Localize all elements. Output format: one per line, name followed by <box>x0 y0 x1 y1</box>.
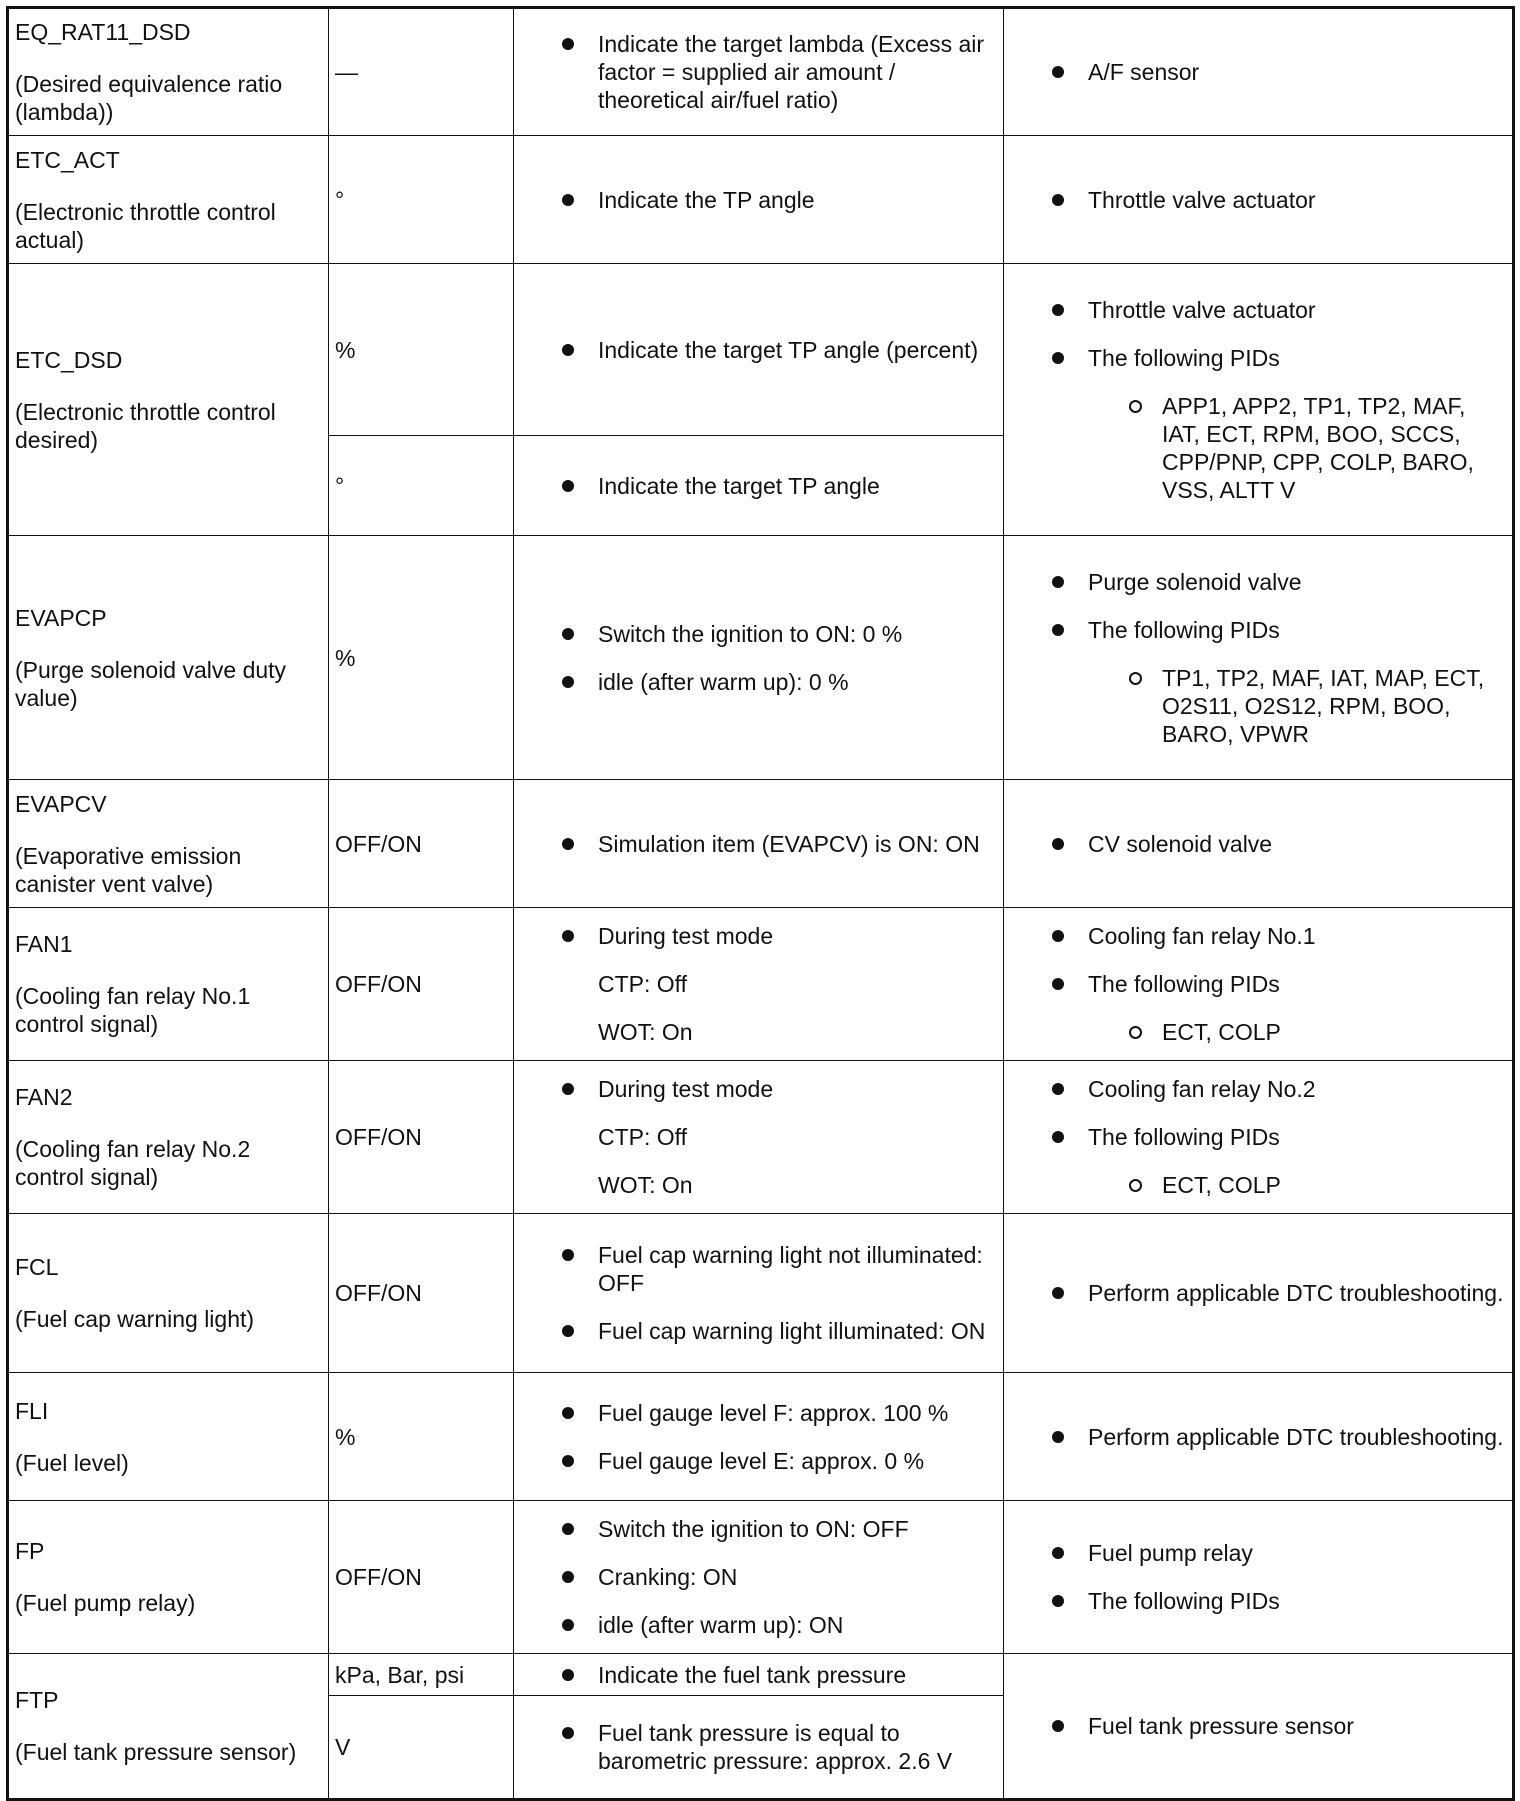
bullet-list <box>520 186 997 214</box>
bullet-item: Cooling fan relay No.2 <box>1050 1075 1506 1103</box>
bullet-item: APP1, APP2, TP1, TP2, MAF, IAT, ECT, RPM, BOO, SCCS, CPP/PNP, CPP, COLP, BARO, VSS, ALTT V <box>1128 392 1506 504</box>
pid-cell <box>8 1501 329 1654</box>
bullet-list <box>520 1075 997 1103</box>
bullet-item: Fuel gauge level F: approx. 100 % <box>560 1399 997 1427</box>
unit-cell: % <box>329 264 514 436</box>
bullet-item: Indicate the target TP angle <box>560 472 997 500</box>
pid-name: FAN2 <box>15 1084 73 1110</box>
condition-cell <box>514 908 1004 1061</box>
bullet-item: During test mode <box>560 1075 997 1103</box>
condition-cell <box>514 8 1004 136</box>
pid-cell <box>8 1654 329 1800</box>
bullet-list <box>1010 1539 1506 1615</box>
pid-description: (Purge solenoid valve duty value) <box>15 656 287 711</box>
action-cell <box>1004 1061 1514 1214</box>
bullet-item: Simulation item (EVAPCV) is ON: ON <box>560 830 997 858</box>
bullet-list <box>1088 1018 1506 1046</box>
bullet-item: The following PIDs APP1, APP2, TP1, TP2, MAF, IAT, ECT, RPM, BOO, SCCS, CPP/PNP, CPP, COLP, BARO, VSS, ALTT V <box>1050 344 1506 504</box>
bullet-list <box>1010 1712 1506 1740</box>
pid-cell <box>8 8 329 136</box>
unit-cell: kPa, Bar, psi <box>329 1654 514 1696</box>
condition-cell <box>514 1501 1004 1654</box>
table-row <box>8 908 1514 1061</box>
action-cell <box>1004 136 1514 264</box>
bullet-item: Throttle valve actuator <box>1050 296 1506 324</box>
unit-cell: % <box>329 1373 514 1501</box>
action-cell <box>1004 1654 1514 1800</box>
pid-description: (Evaporative emission canister vent valve) <box>15 842 242 897</box>
pid-cell <box>8 1061 329 1214</box>
action-cell <box>1004 1214 1514 1373</box>
bullet-item: Fuel tank pressure sensor <box>1050 1712 1506 1740</box>
bullet-item: Fuel tank pressure is equal to barometric pressure: approx. 2.6 V <box>560 1719 997 1775</box>
bullet-item: Indicate the target lambda (Excess air factor = supplied air amount / theoretical air/fuel ratio) <box>560 30 997 114</box>
bullet-item: Purge solenoid valve <box>1050 568 1506 596</box>
bullet-item: Cranking: ON <box>560 1563 997 1591</box>
unit-cell: ° <box>329 436 514 536</box>
pid-name: EQ_RAT11_DSD <box>15 19 191 45</box>
unit-cell: V <box>329 1696 514 1800</box>
pid-cell <box>8 908 329 1061</box>
bullet-item: Indicate the target TP angle (percent) <box>560 336 997 364</box>
table-row <box>8 1373 1514 1501</box>
condition-note: CTP: Off <box>598 971 688 997</box>
bullet-item: Perform applicable DTC troubleshooting. <box>1050 1279 1506 1307</box>
table-row <box>8 136 1514 264</box>
pid-cell <box>8 1373 329 1501</box>
bullet-list <box>1010 1075 1506 1199</box>
table-row <box>8 780 1514 908</box>
table-row <box>8 1214 1514 1373</box>
condition-cell <box>514 264 1004 436</box>
bullet-list <box>1010 1423 1506 1451</box>
pid-description: (Electronic throttle control desired) <box>15 398 276 453</box>
pid-description: (Cooling fan relay No.2 control signal) <box>15 1136 251 1190</box>
pid-cell <box>8 1214 329 1373</box>
bullet-item: Fuel cap warning light illuminated: ON <box>560 1317 997 1345</box>
bullet-item: The following PIDs ECT, COLP <box>1050 1123 1506 1199</box>
bullet-list <box>1088 1171 1506 1199</box>
unit-cell: OFF/ON <box>329 1061 514 1214</box>
bullet-item: ECT, COLP <box>1128 1171 1506 1199</box>
condition-cell <box>514 1214 1004 1373</box>
pid-name: ETC_DSD <box>15 346 123 373</box>
unit-cell: OFF/ON <box>329 780 514 908</box>
bullet-list <box>1010 296 1506 504</box>
bullet-list <box>520 1399 997 1475</box>
bullet-list <box>1010 58 1506 86</box>
bullet-item: Indicate the TP angle <box>560 186 997 214</box>
condition-cell <box>514 780 1004 908</box>
bullet-item: idle (after warm up): 0 % <box>560 668 997 696</box>
bullet-item: During test mode <box>560 922 997 950</box>
bullet-list <box>520 1719 997 1775</box>
table-row <box>8 536 1514 780</box>
bullet-item: Switch the ignition to ON: OFF <box>560 1515 997 1543</box>
bullet-list <box>520 1241 997 1345</box>
action-cell <box>1004 264 1514 536</box>
action-cell <box>1004 536 1514 780</box>
bullet-list <box>520 30 997 114</box>
pid-table-body <box>8 8 1514 1800</box>
table-row <box>8 8 1514 136</box>
action-cell <box>1004 780 1514 908</box>
condition-cell <box>514 536 1004 780</box>
bullet-item: Switch the ignition to ON: 0 % <box>560 620 997 648</box>
bullet-item: Fuel cap warning light not illuminated: OFF <box>560 1241 997 1297</box>
bullet-item: Cooling fan relay No.1 <box>1050 922 1506 950</box>
bullet-list <box>1010 922 1506 1046</box>
pid-cell <box>8 264 329 536</box>
bullet-list <box>1010 830 1506 858</box>
table-row <box>8 1061 1514 1214</box>
pid-name: FCL <box>15 1254 59 1280</box>
bullet-item: Throttle valve actuator <box>1050 186 1506 214</box>
pid-cell <box>8 780 329 908</box>
pid-description: (Electronic throttle control actual) <box>15 198 276 253</box>
unit-cell: OFF/ON <box>329 1501 514 1654</box>
pid-name: FAN1 <box>15 931 73 957</box>
bullet-item: CV solenoid valve <box>1050 830 1506 858</box>
pid-monitor-table-sheet <box>6 6 1512 1790</box>
condition-cell <box>514 1061 1004 1214</box>
bullet-item: The following PIDs <box>1050 1587 1506 1615</box>
condition-note: CTP: Off <box>598 1124 688 1150</box>
table-row <box>8 1501 1514 1654</box>
condition-notes <box>520 970 997 1046</box>
condition-notes <box>520 1123 997 1199</box>
bullet-list <box>1010 568 1506 748</box>
bullet-item: TP1, TP2, MAF, IAT, MAP, ECT, O2S11, O2S12, RPM, BOO, BARO, VPWR <box>1128 664 1506 748</box>
unit-cell: — <box>329 8 514 136</box>
bullet-list <box>520 1515 997 1639</box>
action-cell <box>1004 1501 1514 1654</box>
bullet-list <box>520 1661 997 1689</box>
condition-note: WOT: On <box>598 1019 693 1045</box>
bullet-item: Perform applicable DTC troubleshooting. <box>1050 1423 1506 1451</box>
pid-name: EVAPCP <box>15 604 107 631</box>
bullet-item: A/F sensor <box>1050 58 1506 86</box>
bullet-list <box>520 922 997 950</box>
bullet-list <box>1088 392 1506 504</box>
pid-description: (Fuel pump relay) <box>15 1590 196 1616</box>
unit-cell: ° <box>329 136 514 264</box>
pid-description: (Cooling fan relay No.1 control signal) <box>15 983 251 1037</box>
bullet-list <box>1088 664 1506 748</box>
unit-cell: % <box>329 536 514 780</box>
bullet-item: The following PIDs TP1, TP2, MAF, IAT, MAP, ECT, O2S11, O2S12, RPM, BOO, BARO, VPWR <box>1050 616 1506 748</box>
pid-name: FLI <box>15 1397 49 1424</box>
pid-name: ETC_ACT <box>15 146 120 173</box>
action-cell <box>1004 908 1514 1061</box>
pid-monitor-table <box>6 6 1515 1801</box>
bullet-item: Indicate the fuel tank pressure <box>560 1661 997 1689</box>
pid-cell <box>8 536 329 780</box>
pid-description: (Fuel level) <box>15 1449 129 1476</box>
pid-description: (Desired equivalence ratio (lambda)) <box>15 71 283 125</box>
bullet-item: idle (after warm up): ON <box>560 1611 997 1639</box>
pid-description: (Fuel tank pressure sensor) <box>15 1739 297 1765</box>
pid-cell <box>8 136 329 264</box>
bullet-item: The following PIDs ECT, COLP <box>1050 970 1506 1046</box>
table-row <box>8 264 1514 436</box>
bullet-list <box>520 472 997 500</box>
pid-name: FTP <box>15 1687 59 1713</box>
bullet-list <box>520 620 997 696</box>
condition-cell <box>514 136 1004 264</box>
table-row <box>8 1654 1514 1696</box>
bullet-item: Fuel pump relay <box>1050 1539 1506 1567</box>
condition-note: WOT: On <box>598 1172 693 1198</box>
pid-description: (Fuel cap warning light) <box>15 1306 255 1332</box>
pid-name: EVAPCV <box>15 790 107 817</box>
bullet-list <box>520 336 997 364</box>
unit-cell: OFF/ON <box>329 908 514 1061</box>
bullet-list <box>1010 186 1506 214</box>
bullet-list <box>1010 1279 1506 1307</box>
condition-cell <box>514 436 1004 536</box>
condition-cell <box>514 1696 1004 1800</box>
unit-cell: OFF/ON <box>329 1214 514 1373</box>
bullet-item: Fuel gauge level E: approx. 0 % <box>560 1447 997 1475</box>
bullet-item: ECT, COLP <box>1128 1018 1506 1046</box>
condition-cell <box>514 1373 1004 1501</box>
action-cell <box>1004 1373 1514 1501</box>
pid-name: FP <box>15 1538 45 1564</box>
bullet-list <box>520 830 997 858</box>
action-cell <box>1004 8 1514 136</box>
condition-cell <box>514 1654 1004 1696</box>
